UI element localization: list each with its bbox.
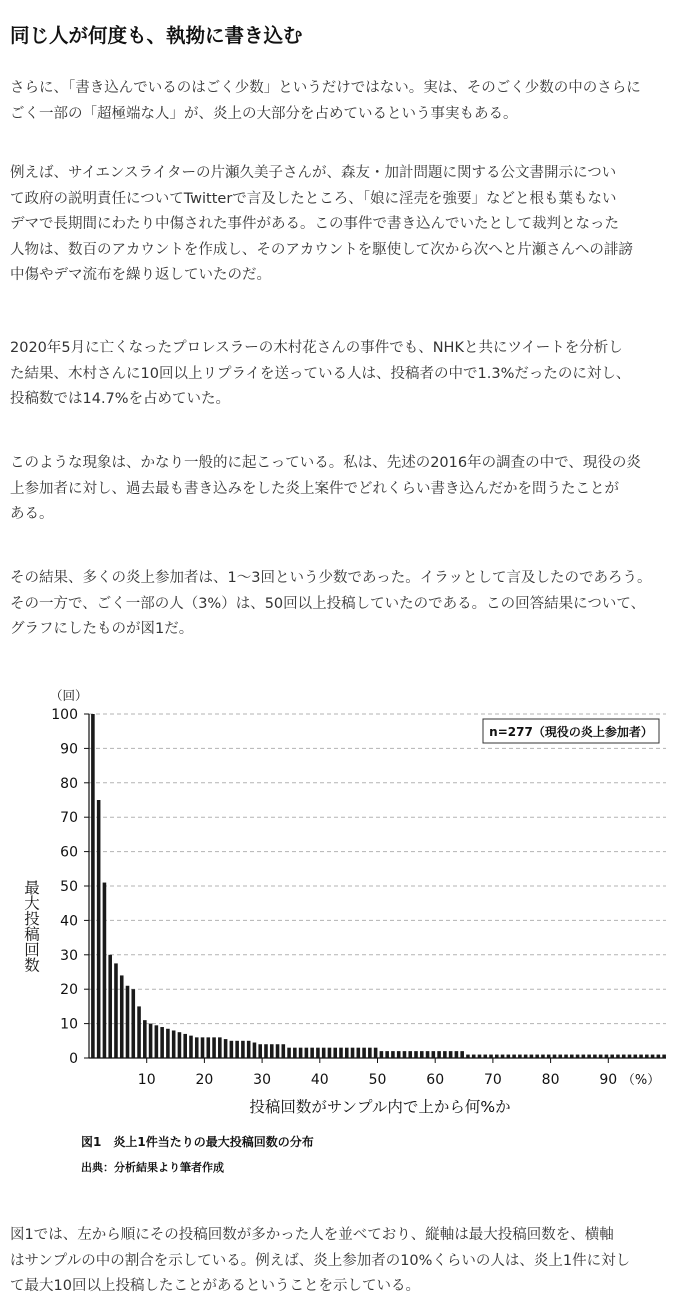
bar	[224, 1039, 228, 1058]
chart-grid	[89, 714, 666, 1024]
bar	[455, 1051, 459, 1058]
bar	[126, 986, 130, 1058]
bar	[241, 1041, 245, 1058]
bar	[374, 1048, 378, 1058]
paragraph-line: 上参加者に対し、過去最も書き込みをした炎上案件でどれくらい書き込んだかを問うたことが	[10, 480, 619, 497]
bar	[339, 1048, 343, 1058]
figure-caption: 図1 炎上1件当たりの最大投稿回数の分布	[81, 1135, 314, 1149]
x-tick-label: 30	[253, 1072, 272, 1088]
y-tick-label: 20	[60, 982, 78, 999]
y-axis-label: 最大投稿回数	[22, 879, 40, 973]
bar	[305, 1048, 309, 1058]
paragraph-6	[10, 1223, 694, 1300]
bar	[230, 1041, 234, 1058]
bar	[328, 1048, 332, 1058]
bar	[195, 1037, 199, 1058]
bar	[114, 963, 118, 1058]
x-tick-labels	[138, 1072, 617, 1088]
paragraph-line: はサンプルの中の割合を示している。例えば、炎上参加者の10%くらいの人は、炎上1件に対し	[10, 1252, 631, 1269]
y-unit-label: （回）	[50, 688, 88, 703]
bar	[316, 1048, 320, 1058]
bar	[108, 955, 112, 1058]
bar	[160, 1027, 164, 1058]
paragraph-4	[10, 451, 694, 528]
bar	[426, 1051, 430, 1058]
paragraph-2	[10, 161, 694, 289]
bar	[385, 1051, 389, 1058]
paragraph-line: て最大10回以上投稿したことがあるということを示している。	[10, 1278, 420, 1294]
paragraph-line: ごく一部の「超極端な人」が、炎上の大部分を占めているという事実もある。	[10, 105, 518, 122]
bar	[403, 1051, 407, 1058]
bar	[218, 1037, 222, 1058]
x-tick-label: 10	[137, 1072, 156, 1088]
bar	[362, 1048, 366, 1058]
bar	[264, 1044, 268, 1058]
bar	[178, 1032, 182, 1058]
bar	[212, 1037, 216, 1058]
bar	[408, 1051, 412, 1058]
paragraph-line: 例えば、サイエンスライターの片瀬久美子さんが、森友・加計問題に関する公文書開示につい	[10, 165, 617, 181]
distribution-chart	[0, 682, 698, 1132]
bar	[299, 1048, 303, 1058]
x-unit-label: （%）	[621, 1073, 661, 1088]
x-tick-label: 60	[426, 1072, 445, 1088]
y-tick-label: 100	[51, 707, 78, 723]
bar	[287, 1048, 291, 1058]
paragraph-line: 投稿数では14.7%を占めていた。	[10, 391, 231, 407]
paragraph-line: て政府の説明責任についてTwitterで言及したところ、「娘に淫売を強要」などと根も葉もない	[10, 190, 617, 207]
y-tick-labels	[51, 707, 78, 1067]
y-tick-label: 50	[60, 879, 78, 895]
chart-axes	[84, 714, 666, 1063]
bar	[397, 1051, 401, 1058]
y-tick-label: 80	[60, 775, 78, 792]
y-tick-label: 40	[60, 913, 78, 930]
paragraph-line: 図1では、左から順にその投稿回数が多かった人を並べており、縦軸は最大投稿回数を、横軸	[10, 1227, 614, 1243]
bar	[97, 800, 101, 1058]
bar	[310, 1048, 314, 1058]
bar	[172, 1030, 176, 1058]
x-tick-label: 70	[483, 1072, 502, 1088]
paragraph-line: た結果、木村さんに10回以上リプライを送っている人は、投稿者の中で1.3%だったのに対し、	[10, 365, 631, 382]
y-tick-label: 60	[60, 844, 78, 861]
paragraph-line: さらに、「書き込んでいるのはごく少数」というだけではない。実は、そのごく少数の中のさらに	[10, 80, 641, 96]
bar	[91, 714, 95, 1058]
paragraph-3	[10, 336, 694, 413]
y-tick-label: 90	[60, 741, 78, 758]
bar	[345, 1048, 349, 1058]
bar	[322, 1048, 326, 1058]
bar	[270, 1044, 274, 1058]
bar	[276, 1044, 280, 1058]
x-tick-label: 40	[310, 1072, 329, 1088]
bar	[333, 1048, 337, 1058]
bar	[420, 1051, 424, 1058]
bar	[351, 1048, 355, 1058]
bar	[143, 1020, 147, 1058]
figure-source: 出典：分析結果より筆者作成	[81, 1161, 224, 1174]
x-axis-label: 投稿回数がサンプル内で上から何%か	[249, 1098, 511, 1116]
bar	[449, 1051, 453, 1058]
paragraph-line: ある。	[10, 506, 54, 522]
paragraph-line: 中傷やデマ流布を繰り返していたのだ。	[10, 267, 271, 283]
bar	[357, 1048, 361, 1058]
bar	[201, 1037, 205, 1058]
paragraph-line: グラフにしたものが図1だ。	[10, 621, 194, 637]
bar	[149, 1024, 153, 1058]
sample-size-annotation: n=277（現役の炎上参加者）	[489, 725, 653, 739]
bar	[293, 1048, 297, 1058]
bar	[189, 1036, 193, 1058]
bar	[432, 1051, 436, 1058]
bar	[258, 1044, 262, 1058]
bar	[247, 1041, 251, 1058]
x-tick-label: 90	[599, 1072, 618, 1088]
bar	[120, 975, 124, 1058]
x-tick-label: 80	[541, 1072, 560, 1088]
y-tick-label: 70	[60, 810, 78, 827]
bar	[137, 1006, 141, 1058]
bar	[460, 1051, 464, 1058]
bar	[207, 1037, 211, 1058]
bar	[380, 1051, 384, 1058]
bar	[103, 883, 107, 1058]
paragraph-1	[10, 76, 694, 127]
x-tick-label: 50	[368, 1072, 387, 1088]
bar	[282, 1044, 286, 1058]
bar	[437, 1051, 441, 1058]
bar	[183, 1034, 187, 1058]
paragraph-line: その結果、多くの炎上参加者は、1～3回という少数であった。イラッとして言及したのであろう。	[10, 570, 652, 586]
bar	[391, 1051, 395, 1058]
paragraph-line: このような現象は、かなり一般的に起こっている。私は、先述の2016年の調査の中で、現役の炎	[10, 455, 641, 471]
paragraph-line: 人物は、数百のアカウントを作成し、そのアカウントを駆使して次から次へと片瀬さんへの誹謗	[10, 241, 633, 258]
bar	[155, 1025, 159, 1058]
bar	[131, 989, 135, 1058]
bar	[368, 1048, 372, 1058]
article-heading: 同じ人が何度も、執拗に書き込む	[10, 24, 303, 47]
paragraph-line: デマで長期間にわたり中傷された事件がある。この事件で書き込んでいたとして裁判となった	[10, 216, 619, 232]
bar	[235, 1041, 239, 1058]
paragraph-5	[10, 566, 694, 643]
y-tick-label: 10	[60, 1016, 78, 1033]
y-tick-label: 30	[60, 947, 78, 964]
bar	[414, 1051, 418, 1058]
x-tick-label: 20	[195, 1072, 214, 1088]
paragraph-line: 2020年5月に亡くなったプロレスラーの木村花さんの事件でも、NHKと共にツイートを分析し	[10, 340, 623, 356]
paragraph-line: その一方で、ごく一部の人（3%）は、50回以上投稿していたのである。この回答結果について、	[10, 595, 646, 612]
bar	[443, 1051, 447, 1058]
y-tick-label: 0	[69, 1051, 78, 1067]
bar	[253, 1043, 257, 1058]
bar	[166, 1029, 170, 1058]
